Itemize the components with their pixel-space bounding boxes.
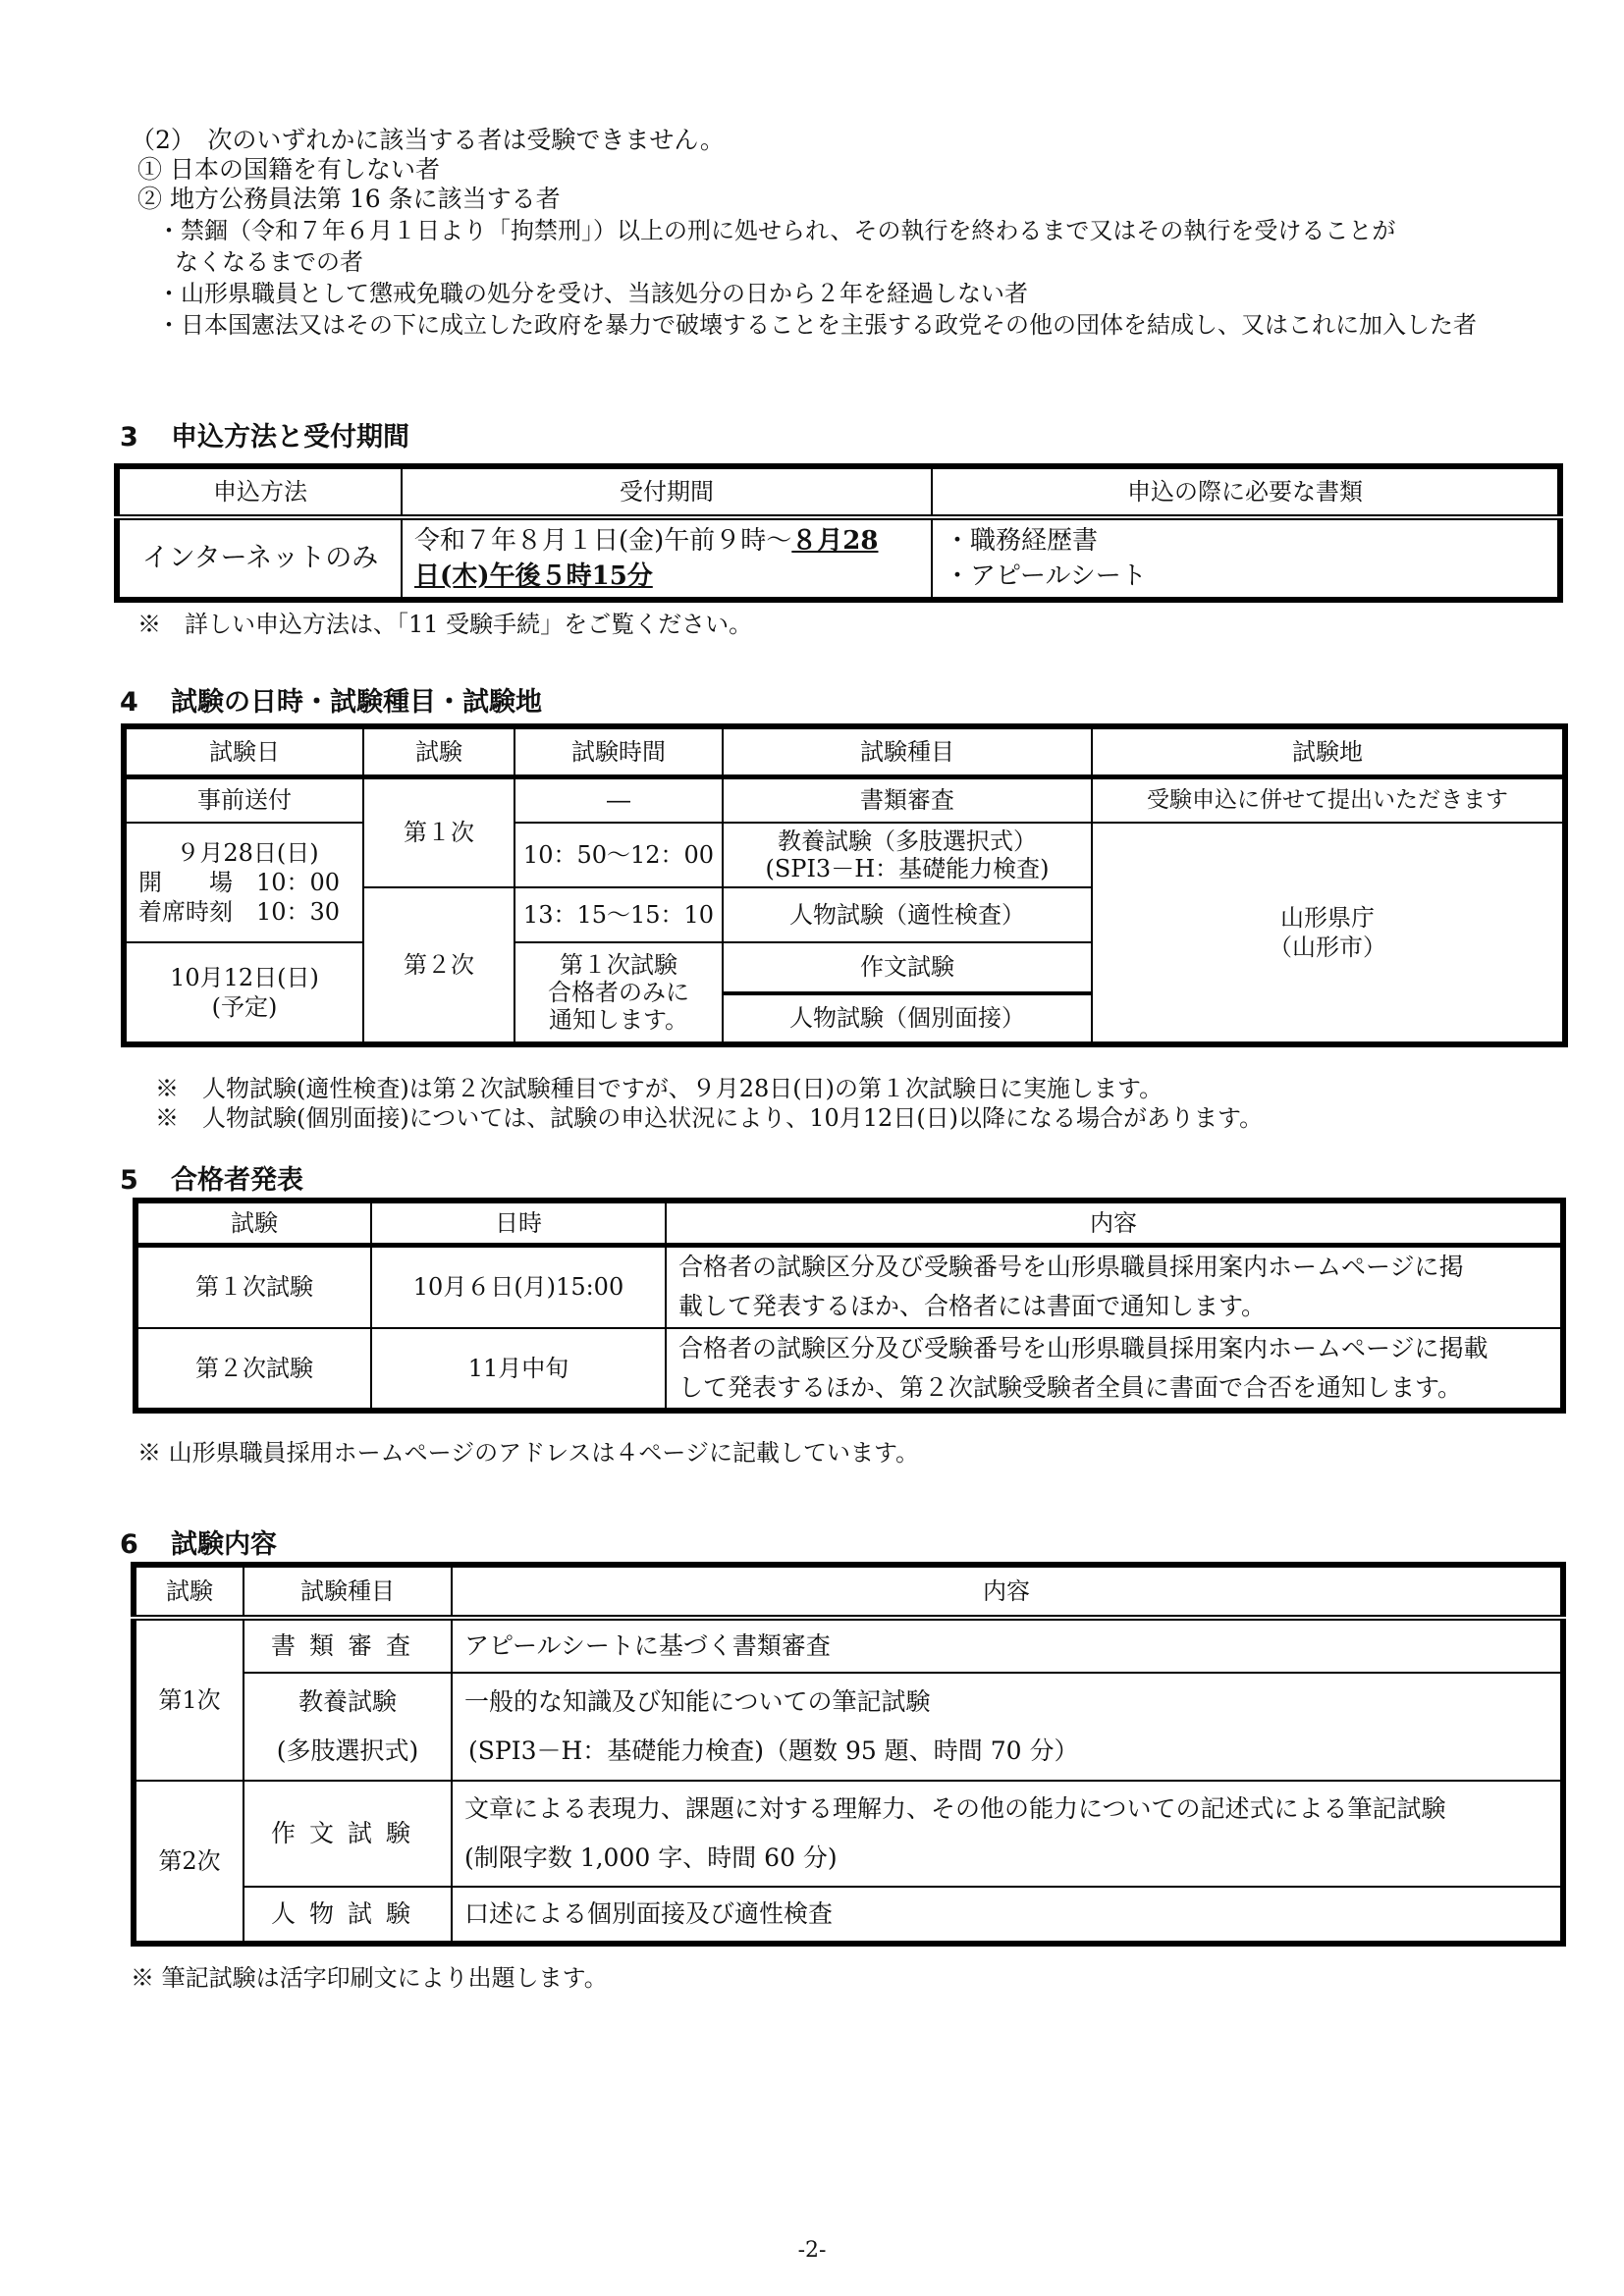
header-exam: 試験: [134, 1565, 244, 1618]
content-subject-general-line-1: 教養試験: [298, 1687, 397, 1716]
required-documents: [932, 517, 1560, 600]
period-start: 令和７年８月１日(金)午前９時～: [414, 526, 792, 556]
result-content: [666, 1246, 1563, 1328]
subject-aptitude: 人物試験（適性検査）: [723, 887, 1092, 942]
subject-general-line-2: (SPI3－H：基礎能力検査): [765, 854, 1050, 882]
section-6-note: ※ 筆記試験は活字印刷文により出題します。: [131, 1964, 608, 1992]
content-subject-general: [244, 1673, 452, 1781]
time-notify-line-2: 合格者のみに: [548, 978, 689, 1006]
header-exam: 試験: [135, 1201, 371, 1246]
date-advance: 事前送付: [124, 777, 363, 823]
document-item: ・アピールシート: [945, 561, 1147, 591]
result-content-line-1: 合格者の試験区分及び受験番号を山形県職員採用案内ホームページに掲載: [678, 1333, 1489, 1362]
header-method: 申込方法: [117, 466, 402, 517]
period-end-part-2: 日(木)午後５時15分: [414, 561, 653, 591]
subject-docs: 書類審査: [723, 777, 1092, 823]
date-sep-28: [124, 823, 363, 942]
section-5-number: 5: [120, 1165, 138, 1196]
section-6-number: 6: [120, 1529, 138, 1560]
ineligible-item-2: ② 地方公務員法第 16 条に該当する者: [137, 185, 561, 213]
result-content-line-2: して発表するほか、第２次試験受験者全員に書面で合否を通知します。: [678, 1372, 1463, 1402]
time-2: 13：15～15：10: [514, 887, 723, 942]
section-4-heading: [120, 687, 542, 719]
ineligible-bullet-1-line-2: なくなるまでの者: [175, 248, 363, 276]
time-1: 10：50～12：00: [514, 823, 723, 887]
result-row: [135, 1328, 1563, 1411]
header-exam-time: 試験時間: [514, 726, 723, 777]
section-3-note: ※ 詳しい申込方法は、「11 受験手続」をご覧ください。: [137, 611, 753, 638]
header-period: 受付期間: [402, 466, 932, 517]
place-line-1: 山形県庁: [1280, 903, 1375, 932]
section-4-note-2: ※ 人物試験(個別面接)については、試験の申込状況により、10月12日(日)以降になる場合があります。: [155, 1104, 1264, 1132]
header-exam-place: 試験地: [1092, 726, 1565, 777]
result-exam: 第２次試験: [135, 1328, 371, 1411]
application-method: インターネットのみ: [117, 517, 402, 600]
content-general-line-2: (SPI3－H：基礎能力検査)（題数 95 題、時間 70 分）: [468, 1736, 1079, 1765]
application-table: [114, 463, 1563, 603]
header-date: 日時: [371, 1201, 666, 1246]
time-notify-line-3: 通知します。: [548, 1005, 689, 1034]
result-content: [666, 1328, 1563, 1411]
content-interview: 口述による個別面接及び適性検査: [452, 1887, 1563, 1944]
header-content: 内容: [666, 1201, 1563, 1246]
exam-content-table: [131, 1562, 1566, 1947]
date-oct-12-day: 10月12日(日): [170, 963, 319, 991]
header-exam-date: 試験日: [124, 726, 363, 777]
stage-2: 第２次: [363, 887, 514, 1044]
place-submit: 受験申込に併せて提出いただきます: [1092, 777, 1565, 823]
result-exam: 第１次試験: [135, 1246, 371, 1328]
header-exam: 試験: [363, 726, 514, 777]
result-row: [135, 1246, 1563, 1328]
section-4-title: 試験の日時・試験種目・試験地: [171, 687, 542, 718]
subject-general-line-1: 教養試験（多肢選択式）: [778, 827, 1037, 855]
place-line-2: （山形市）: [1269, 933, 1386, 961]
section-6-heading: [120, 1529, 277, 1561]
header-documents: 申込の際に必要な書類: [932, 466, 1560, 517]
result-content-line-1: 合格者の試験区分及び受験番号を山形県職員採用案内ホームページに掲: [678, 1253, 1464, 1282]
content-subject-general-line-2: (多肢選択式): [276, 1736, 419, 1765]
ineligible-bullet-1-line-1: ・禁錮（令和７年６月１日より「拘禁刑」）以上の刑に処せられ、その執行を終わるまで又はその執行を受けることが: [157, 217, 1396, 244]
section-5-title: 合格者発表: [171, 1165, 303, 1196]
content-general-line-1: 一般的な知識及び知能についての筆記試験: [464, 1687, 931, 1716]
period-end-part-1: ８月28: [791, 526, 879, 556]
subject-interview: 人物試験（個別面接）: [723, 993, 1092, 1044]
content-essay-line-1: 文章による表現力、課題に対する理解力、その他の能力についての記述式による筆記試験: [464, 1794, 1446, 1823]
section-6-title: 試験内容: [171, 1529, 277, 1560]
date-oct-12-tentative: (予定): [211, 992, 278, 1021]
content-docs: アピールシートに基づく書類審査: [452, 1618, 1563, 1673]
content-subject-essay: 作文試験: [244, 1781, 452, 1887]
content-essay-line-2: (制限字数 1,000 字、時間 60 分): [464, 1843, 838, 1872]
document-item: ・職務経歴書: [945, 526, 1099, 556]
header-subject: 試験種目: [244, 1565, 452, 1618]
ineligible-item-1: ① 日本の国籍を有しない者: [137, 155, 440, 184]
ineligible-bullet-3: ・日本国憲法又はその下に成立した政府を暴力で破壊することを主張する政党その他の団体を結成し、又はこれに加入した者: [157, 311, 1477, 339]
subject-general: [723, 823, 1092, 887]
place-main: [1092, 823, 1565, 1044]
schedule-table: [121, 723, 1568, 1047]
results-table: [133, 1198, 1566, 1414]
result-date: 11月中旬: [371, 1328, 666, 1411]
section-4-note-1: ※ 人物試験(適性検査)は第２次試験種目ですが、９月28日(日)の第１次試験日に実施します。: [155, 1075, 1164, 1102]
ineligible-bullet-2: ・山形県職員として懲戒免職の処分を受け、当該処分の日から２年を経過しない者: [157, 280, 1029, 307]
section-3-title: 申込方法と受付期間: [171, 422, 409, 453]
date-sep-28-seat: 着席時刻 10：30: [138, 897, 341, 926]
date-sep-28-day: ９月28日(日): [176, 838, 319, 867]
section-3-heading: [120, 422, 409, 454]
content-stage-1: 第1次: [134, 1618, 244, 1781]
section-3-number: 3: [120, 422, 138, 453]
time-notify-line-1: 第１次試験: [560, 950, 677, 979]
content-essay: [452, 1781, 1563, 1887]
header-exam-subject: 試験種目: [723, 726, 1092, 777]
result-date: 10月６日(月)15:00: [371, 1246, 666, 1328]
content-stage-2: 第2次: [134, 1781, 244, 1944]
result-content-line-2: 載して発表するほか、合格者には書面で通知します。: [678, 1292, 1267, 1321]
time-dash: ―: [514, 777, 723, 823]
date-oct-12: [124, 942, 363, 1044]
content-subject-interview: 人物試験: [244, 1887, 452, 1944]
header-content: 内容: [452, 1565, 1563, 1618]
section-5-note: ※ 山形県職員採用ホームページのアドレスは４ページに記載しています。: [137, 1439, 920, 1467]
application-period: [402, 517, 932, 600]
content-subject-docs: 書類審査: [244, 1618, 452, 1673]
page-number: -2-: [797, 2238, 827, 2263]
date-sep-28-open: 開 場 10：00: [138, 868, 341, 896]
ineligible-heading: （2） 次のいずれかに該当する者は受験できません。: [131, 126, 725, 154]
time-notify: [514, 942, 723, 1044]
section-4-number: 4: [120, 687, 138, 718]
stage-1: 第１次: [363, 777, 514, 887]
subject-essay: 作文試験: [723, 942, 1092, 993]
content-general: [452, 1673, 1563, 1781]
section-5-heading: [120, 1165, 303, 1197]
